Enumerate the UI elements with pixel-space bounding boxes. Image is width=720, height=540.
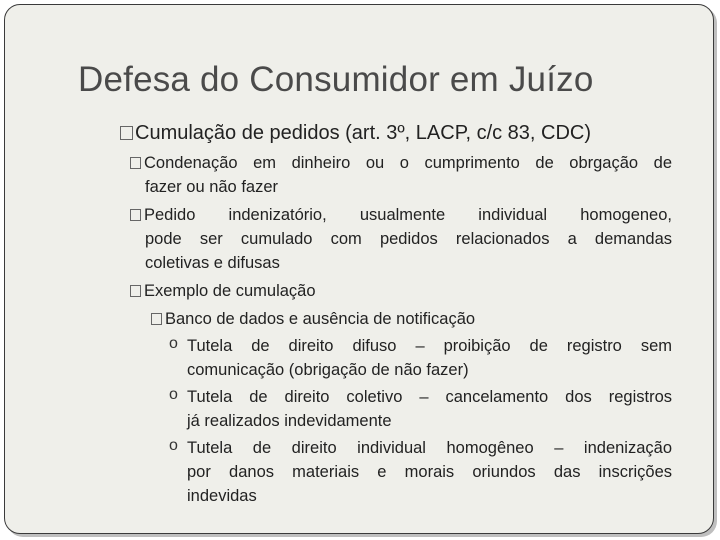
- slide-title: Defesa do Consumidor em Juízo: [78, 60, 594, 99]
- sub-sub-item: [187, 385, 672, 409]
- list-item: [130, 203, 672, 227]
- square-bullet-icon: [151, 313, 162, 325]
- sub-sub-item: [187, 436, 672, 460]
- sub-sub-item-line: por danos materiais e morais oriundos das inscrições: [187, 463, 672, 481]
- list-item-continuation: [145, 175, 672, 199]
- sub-sub-item-line: Tutela de direito difuso – proibição de registro sem: [187, 337, 672, 355]
- sub-sub-item-line: comunicação (obrigação de não fazer): [187, 361, 469, 379]
- list-item-line: coletivas e difusas: [145, 254, 280, 272]
- list-item-line: Exemplo de cumulação: [144, 282, 316, 300]
- list-item-continuation: [145, 227, 672, 251]
- list-item: [130, 151, 672, 175]
- bullet-text: Cumulação de pedidos (art. 3º, LACP, c/c 83, CDC): [135, 122, 592, 144]
- list-item-line: pode ser cumulado com pedidos relacionados a demandas: [145, 230, 672, 248]
- sub-sub-item-line: já realizados indevidamente: [187, 412, 392, 430]
- sub-sub-item-line: indevidas: [187, 487, 257, 505]
- sub-sub-item-continuation: [187, 484, 257, 508]
- list-item-line: Condenação em dinheiro ou o cumprimento de obrgação de: [144, 154, 672, 172]
- sub-sub-item-line: Tutela de direito coletivo – cancelamento dos registros: [187, 388, 672, 406]
- circle-bullet-icon: o: [169, 386, 178, 403]
- sub-sub-item: [187, 334, 672, 358]
- bullet-level1: [120, 122, 591, 145]
- circle-bullet-icon: o: [169, 437, 178, 454]
- square-bullet-icon: [130, 209, 141, 221]
- square-bullet-icon: [120, 126, 133, 140]
- list-item-line: Pedido indenizatório, usualmente individual homogeneo,: [144, 206, 672, 224]
- square-bullet-icon: [130, 285, 141, 297]
- sub-list-item: [151, 307, 475, 331]
- sub-sub-item-line: Tutela de direito individual homogêneo – indenização: [187, 439, 672, 457]
- sub-sub-item-continuation: [187, 460, 672, 484]
- list-item: [130, 279, 316, 303]
- sub-list-item-text: Banco de dados e ausência de notificação: [165, 310, 476, 328]
- circle-bullet-icon: o: [169, 335, 178, 352]
- sub-sub-item-continuation: [187, 358, 469, 382]
- sub-sub-item-continuation: [187, 409, 392, 433]
- list-item-continuation: [145, 251, 672, 275]
- list-item-line: fazer ou não fazer: [145, 178, 278, 196]
- square-bullet-icon: [130, 157, 141, 169]
